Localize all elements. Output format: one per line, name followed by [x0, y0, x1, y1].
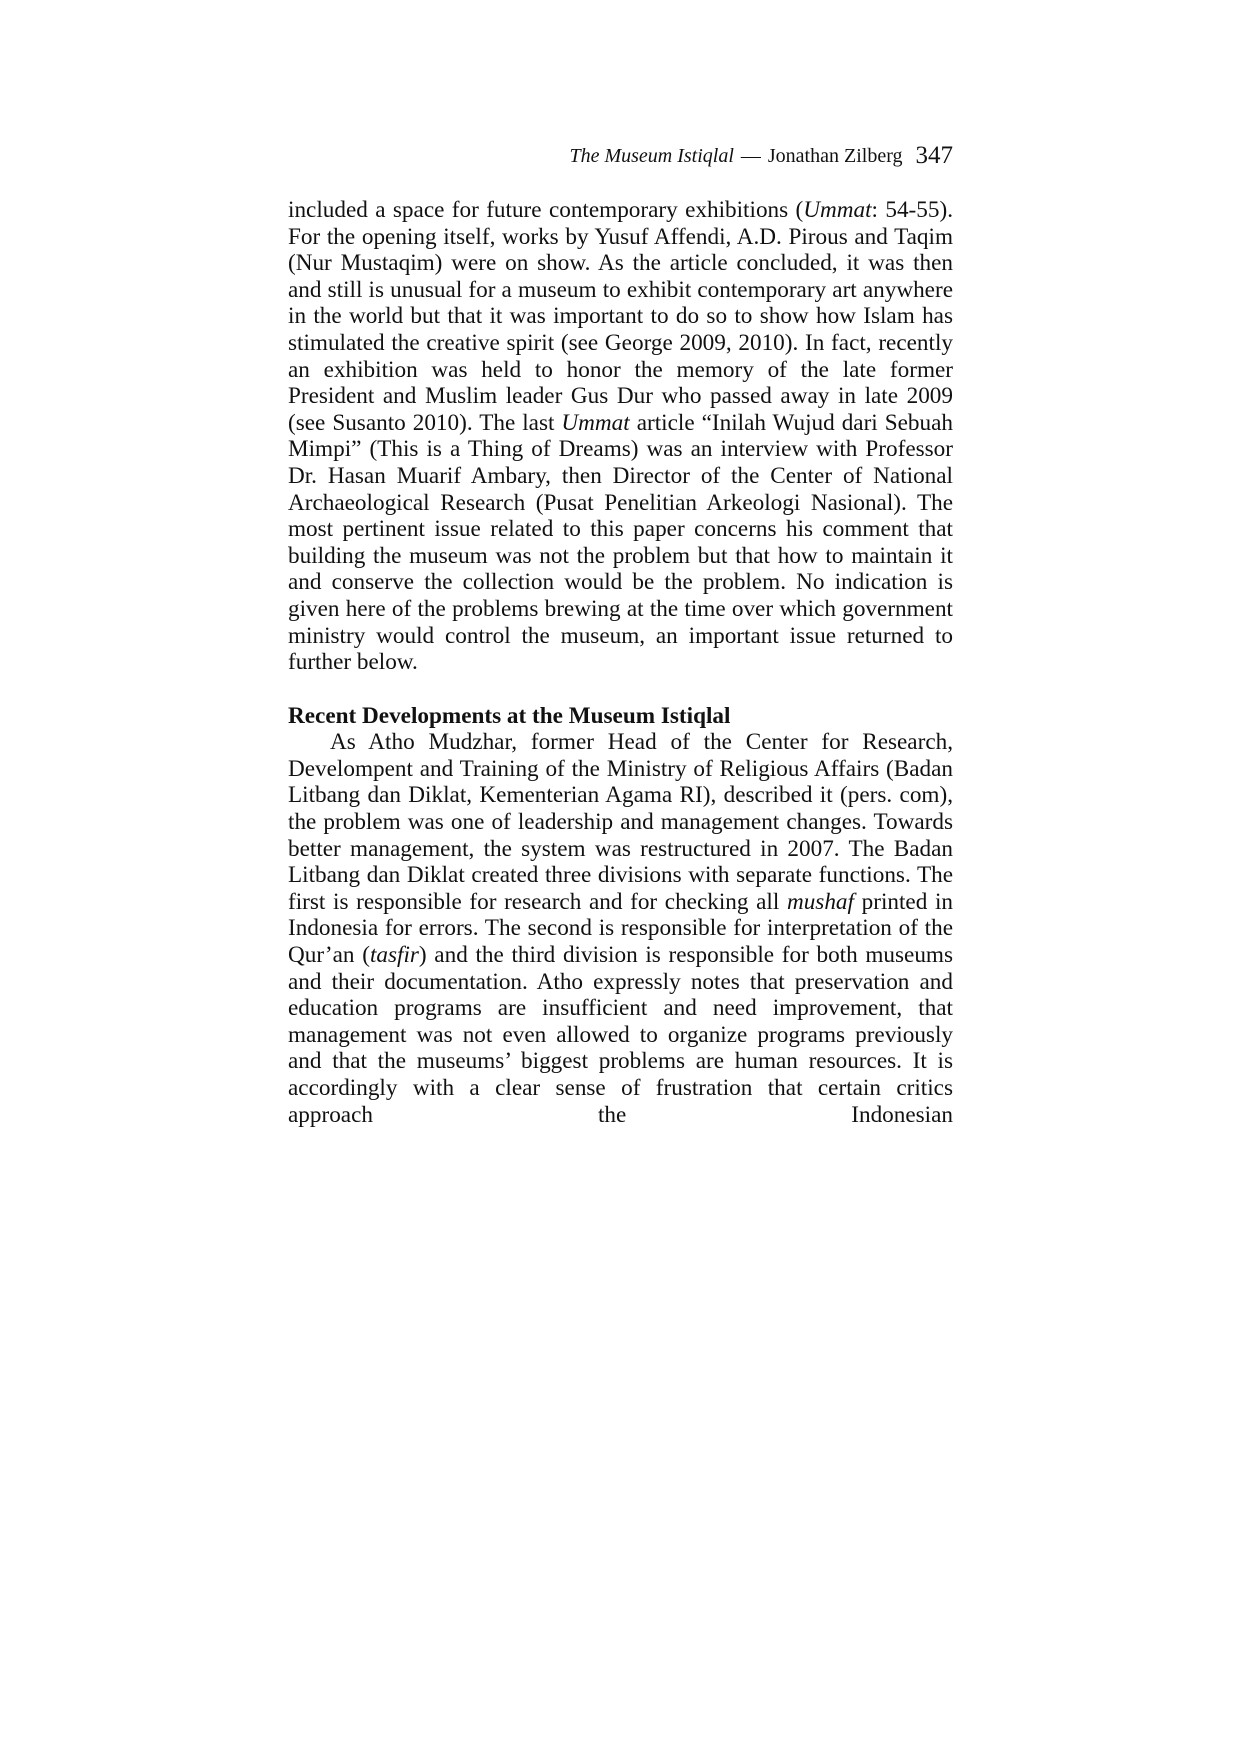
paragraph-1-text-b: : 54-55). For the opening itself, works by Yusuf Affendi, A.D. Pirous and Taqim (Nur Mustaqim) were on show. As the article concluded, it was then and still is unusual for a museum to exhibit contemporary art anywhere in the world but that it was important to do so to show how Islam has stimulated the creative spirit (see George 2009, 2010). In fact, recently an exhibition was held to honor the memory of the late former President and Muslim leader Gus Dur who passed away in late 2009 (see Susanto 2010). The last	[288, 197, 953, 436]
page-number: 347	[915, 142, 953, 169]
paragraph-2-italic-mushaf: mushaf	[786, 888, 854, 915]
running-header	[288, 142, 953, 170]
paragraph-1-italic-ummat-1: Ummat	[803, 197, 872, 223]
section-heading: Recent Developments at the Museum Istiqlal	[288, 702, 731, 729]
paragraph-2-italic-tasfir: tasfir	[369, 942, 419, 969]
body-text	[288, 197, 953, 1128]
paragraph-1-italic-ummat-2: Ummat	[561, 409, 630, 436]
paragraph-2-text-a: As Atho Mudzhar, former Head of the Center for Research, Develompent and Training of the Ministry of Religious Affairs (Badan Litbang dan Diklat, Kementerian Agama RI), described it (pers. com), the problem was one of leadership and management changes. Towards better management, the system was restructured in 2007. The Badan Litbang dan Diklat created three divisions with separate functions. The first is responsible for research and for checking all	[288, 729, 953, 915]
paragraph-1-text-a: included a space for future contemporary exhibitions (	[288, 197, 804, 223]
paragraph-2-text-b: printed in Indonesia for errors. The second is responsible for interpretation of the Qur’an (	[288, 888, 953, 969]
running-header-title: The Museum Istiqlal	[569, 145, 734, 167]
paragraph-1-text-c: article “Inilah Wujud dari Sebuah Mimpi” (This is a Thing of Dreams) was an interview with Professor Dr. Hasan Muarif Ambary, then Director of the Center of National Archaeological Research (Pusat Penelitian Arkeologi Nasional). The most pertinent issue related to this paper concerns his comment that building the museum was not the problem but that how to maintain it and conserve the collection would be the problem. No indication is given here of the problems brewing at the time over which government ministry would control the museum, an important issue returned to further below.	[288, 409, 953, 676]
running-header-author: Jonathan Zilberg	[767, 145, 903, 167]
running-header-dash: —	[740, 145, 761, 167]
paragraph-2	[288, 729, 953, 1128]
paragraph-1	[288, 197, 953, 676]
paragraph-2-text-c: ) and the third division is responsible for both museums and their documentation. Atho expressly notes that preservation and education programs are insufficient and need improvement, that management was not even allowed to organize programs previously and that the museums’ biggest problems are human resources. It is accordingly with a clear sense of frustration that certain critics approach the Indonesian	[288, 942, 953, 1128]
